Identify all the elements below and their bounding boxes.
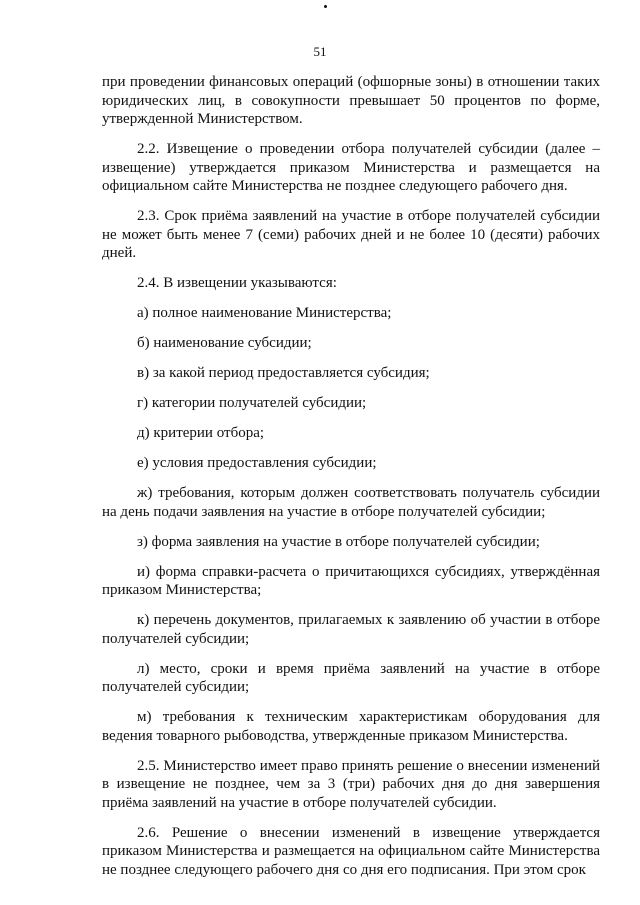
paragraph-2-4: 2.4. В извещении указываются: — [137, 275, 337, 291]
paragraph-2-5: 2.5. Министерство имеет право принять решение о внесении изменений в извещение не позднее, чем за 3 (три) рабочих дня до дня завершения приёма заявлений на участие в отборе получателей субсидии. — [102, 757, 600, 811]
paragraph-continuation: при проведении финансовых операций (офшорные зоны) в отношении таких юридических лиц, в совокупности превышает 50 процентов по форме, утвержденной Министерством. — [102, 74, 600, 127]
page-number: 51 — [313, 44, 327, 59]
list-item-zh: ж) требования, которым должен соответствовать получатель субсидии на день подачи заявления на участие в отборе получателей субсидии; — [102, 485, 600, 520]
list-item-d: д) критерии отбора; — [137, 425, 265, 441]
paragraph-2-6: 2.6. Решение о внесении изменений в извещение утверждается приказом Министерства и размещается на официальном сайте Министерства не позднее следующего рабочего дня со дня его подписания. При этом срок — [102, 824, 600, 878]
list-item-b: б) наименование субсидии; — [137, 335, 312, 351]
document-body — [102, 73, 600, 891]
list-item-l: л) место, сроки и время приёма заявлений на участие в отборе получателей субсидии; — [102, 660, 600, 695]
paragraph-2-3: 2.3. Срок приёма заявлений на участие в отборе получателей субсидии не может быть менее 7 (семи) рабочих дней и не более 10 (десяти) рабочих дней. — [102, 208, 600, 261]
list-item-g: г) категории получателей субсидии; — [137, 395, 367, 411]
list-item-k: к) перечень документов, прилагаемых к заявлению об участии в отборе получателей субсидии; — [102, 612, 600, 647]
list-item-i: и) форма справки-расчета о причитающихся субсидиях, утверждённая приказом Министерства; — [102, 563, 600, 598]
paragraph-2-2: 2.2. Извещение о проведении отбора получателей субсидии (далее – извещение) утверждается приказом Министерства и размещается на официальном сайте Министерства не позднее следующего рабочего дня. — [102, 141, 600, 194]
list-item-e: е) условия предоставления субсидии; — [137, 455, 377, 471]
list-item-v: в) за какой период предоставляется субсидия; — [137, 365, 430, 381]
list-item-a: а) полное наименование Министерства; — [137, 305, 392, 321]
scan-dot-mark — [324, 5, 327, 8]
list-item-m: м) требования к техническим характеристикам оборудования для ведения товарного рыбоводства, утвержденные приказом Министерства. — [102, 709, 600, 744]
list-item-z: з) форма заявления на участие в отборе получателей субсидии; — [137, 533, 540, 550]
